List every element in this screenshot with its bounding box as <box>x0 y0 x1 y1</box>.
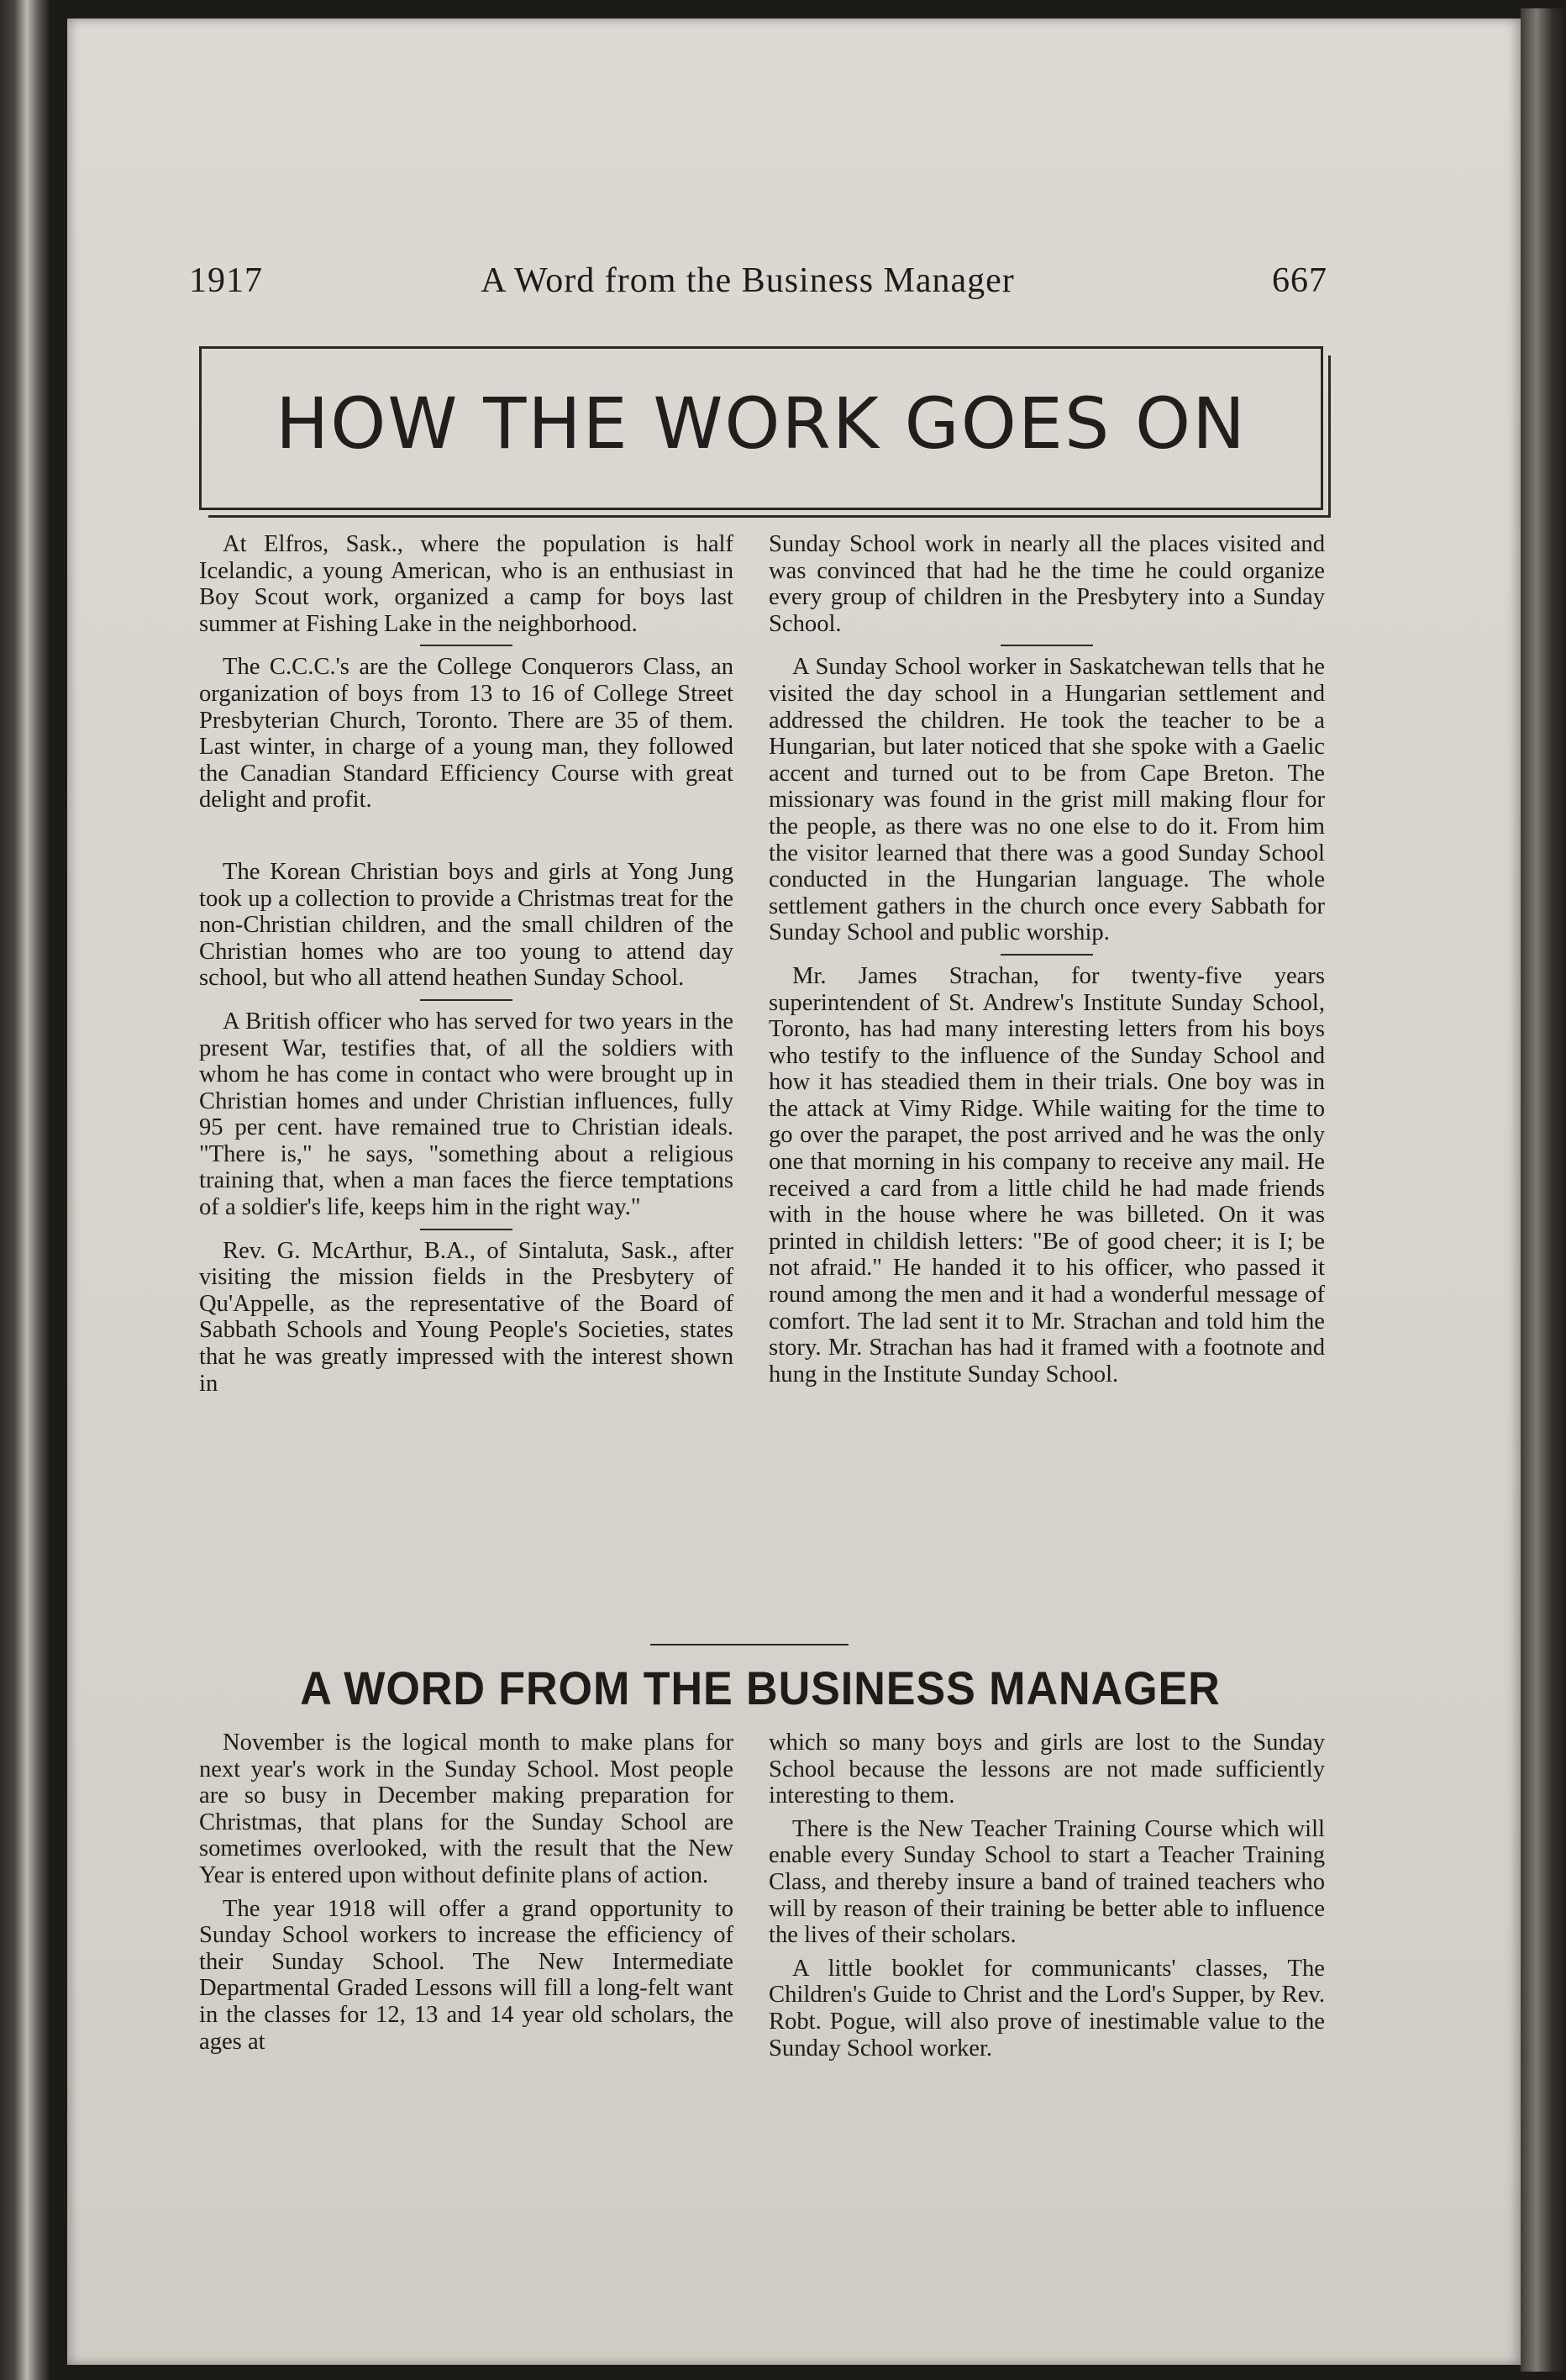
header-year: 1917 <box>189 261 263 300</box>
page-number: 667 <box>1272 261 1327 300</box>
news-item: A British officer who has served for two years in the present War, testifies that, of all the soldiers with whom he has come in contact who were brought up in Christian homes and under Christian influences, fully 95 per cent. have remained true to Christian ideals. "There is," he says, "something about a religious training that, when a man faces the fierce temptations of a soldier's life, keeps him in the right way." <box>199 1008 733 1221</box>
item-separator <box>420 1229 512 1230</box>
news-item: The C.C.C.'s are the College Conquerors Class, an organization of boys from 13 to 16 of College Street Presbyterian Church, Toronto. There are 35 of them. Last winter, in charge of a young man, they followed the Canadian Standard Efficiency Course with great delight and profit. <box>199 654 733 814</box>
banner-title: HOW THE WORK GOES ON <box>276 382 1247 465</box>
running-head <box>168 261 1327 311</box>
news-item: A Sunday School worker in Saskatchewan tells that he visited the day school in a Hungarian settlement and addressed the children. He took the teacher to be a Hungarian, but later noticed that she spoke with a Gaelic accent and turned out to be from Cape Breton. The missionary was found in the grist mill making flour for the people, as there was no one else to do it. From him the visitor learned that there was a good Sunday School conducted in the Hungarian language. The whole settlement gathers in the church once every Sabbath for Sunday School and public worship. <box>769 654 1325 946</box>
header-title: A Word from the Business Manager <box>481 261 1015 300</box>
paragraph: A little booklet for communicants' classes, The Children's Guide to Christ and the Lord's Supper, by Rev. Robt. Pogue, will also prove of inestimable value to the Sunday School worker. <box>769 1955 1325 2061</box>
news-item: Rev. G. McArthur, B.A., of Sintaluta, Sask., after visiting the mission fields in the Presbytery of Qu'Appelle, as the representative of the Board of Sabbath Schools and Young People's Societies, states that he was greatly impressed with the interest shown in <box>199 1237 733 1397</box>
book-spine-left <box>0 0 49 2380</box>
business-column-left <box>199 1730 733 2061</box>
item-separator <box>1001 954 1093 956</box>
item-separator <box>420 645 512 646</box>
news-item-continued: Sunday School work in nearly all the places visited and was convinced that had he the time he could organize every group of children in the Presbytery into a Sunday School. <box>769 531 1325 637</box>
paragraph-continued: which so many boys and girls are lost to the Sunday School because the lessons are not made sufficiently interesting to them. <box>769 1730 1325 1809</box>
section-banner <box>199 346 1323 510</box>
news-item: The Korean Christian boys and girls at Yong Jung took up a collection to provide a Christmas treat for the non-Christian children, and the small children of the Christian homes who are too young to attend day school, but who all attend heathen Sunday School. <box>199 858 733 992</box>
news-item: At Elfros, Sask., where the population is half Icelandic, a young American, who is an enthusiast in Boy Scout work, organized a camp for boys last summer at Fishing Lake in the neighborhood. <box>199 531 733 637</box>
news-column-left <box>199 531 733 1397</box>
section-divider <box>650 1644 849 1645</box>
item-spacer <box>199 814 733 859</box>
paragraph: November is the logical month to make plans for next year's work in the Sunday School. Most people are so busy in December making preparation for Christmas, that plans for the Sunday School are sometimes overlooked, with the result that the New Year is entered upon without definite plans of action. <box>199 1730 733 1888</box>
item-separator <box>420 999 512 1001</box>
business-column-right <box>769 1730 1325 2068</box>
item-separator <box>1001 645 1093 646</box>
book-edge-right <box>1521 8 1566 2372</box>
news-item: Mr. James Strachan, for twenty-five years superintendent of St. Andrew's Institute Sunday School, Toronto, has had many interesting letters from his boys who testify to the influence of the Sunday School and how it has steadied them in their trials. One boy was in the attack at Vimy Ridge. While waiting for the time to go over the parapet, the post arrived and he was the only one that morning in his company to receive any mail. He received a card from a little child he had made friends with in the house where he was billeted. On it was printed in childish letters: "Be of good cheer; it is I; be not afraid." He handed it to his officer, who passed it round among the men and it had a wonderful message of comfort. The lad sent it to Mr. Strachan and told him the story. Mr. Strachan has had it framed with a footnote and hung in the Institute Sunday School. <box>769 962 1325 1387</box>
news-column-right <box>769 531 1325 1387</box>
business-manager-title: A WORD FROM THE BUSINESS MANAGER <box>300 1661 1221 1714</box>
paragraph: There is the New Teacher Training Course which will enable every Sunday School to start a Teacher Training Class, and thereby insure a band of trained teachers who will by reason of their training be better able to influence the lives of their scholars. <box>769 1815 1325 1949</box>
paragraph: The year 1918 will offer a grand opportunity to Sunday School workers to increase the efficiency of their Sunday School. The New Intermediate Departmental Graded Lessons will fill a long-felt want in the classes for 12, 13 and 14 year old scholars, the ages at <box>199 1895 733 2055</box>
